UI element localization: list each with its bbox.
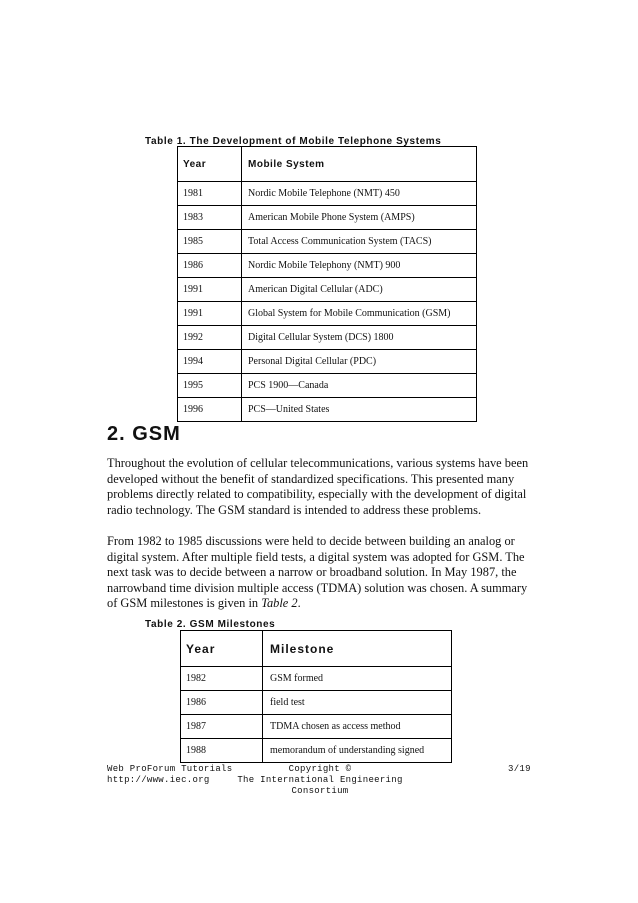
table-row (178, 254, 477, 278)
year-cell: 1982 (181, 667, 263, 691)
milestone-cell: GSM formed (263, 667, 452, 691)
table-row (178, 350, 477, 374)
system-cell: Global System for Mobile Communication (GSM) (242, 302, 477, 326)
column-header-year: Year (181, 631, 263, 667)
footer-publisher: Web ProForum Tutorials (107, 764, 233, 774)
milestone-cell: memorandum of understanding signed (263, 739, 452, 763)
footer-center (230, 764, 410, 797)
year-cell: 1991 (178, 278, 242, 302)
table-row (178, 206, 477, 230)
system-cell: PCS 1900—Canada (242, 374, 477, 398)
paragraph (107, 534, 537, 612)
table-row (178, 230, 477, 254)
year-cell: 1995 (178, 374, 242, 398)
section-heading: 2. GSM (107, 423, 181, 445)
footer-organization: The International Engineering Consortium (237, 775, 403, 796)
mobile-systems-table (177, 146, 477, 422)
table-row (178, 278, 477, 302)
table-reference: Table 2 (261, 596, 298, 610)
system-cell: American Digital Cellular (ADC) (242, 278, 477, 302)
page-number: 3/19 (508, 764, 531, 774)
system-cell: Personal Digital Cellular (PDC) (242, 350, 477, 374)
table-row (181, 715, 452, 739)
table2-caption: Table 2. GSM Milestones (145, 619, 276, 630)
table-row (178, 374, 477, 398)
year-cell: 1994 (178, 350, 242, 374)
column-header-mobile-system: Mobile System (242, 147, 477, 182)
system-cell: Digital Cellular System (DCS) 1800 (242, 326, 477, 350)
milestone-cell: field test (263, 691, 452, 715)
paragraph-text: . (297, 596, 301, 610)
table1-caption: Table 1. The Development of Mobile Telephone Systems (145, 136, 442, 147)
table-header-row (178, 147, 477, 182)
year-cell: 1988 (181, 739, 263, 763)
system-cell: Total Access Communication System (TACS) (242, 230, 477, 254)
table-row (181, 691, 452, 715)
table-row (178, 302, 477, 326)
gsm-milestones-table (180, 630, 452, 763)
year-cell: 1996 (178, 398, 242, 422)
system-cell: Nordic Mobile Telephone (NMT) 450 (242, 182, 477, 206)
year-cell: 1986 (181, 691, 263, 715)
year-cell: 1983 (178, 206, 242, 230)
table-row (178, 182, 477, 206)
table-row (178, 326, 477, 350)
paragraph: Throughout the evolution of cellular telecommunications, various systems have been developed without the benefit of standardized specifications. This presented many problems directly related to compatibility, especially with the development of digital radio technology. The GSM standard is intended to address these problems. (107, 456, 529, 517)
year-cell: 1986 (178, 254, 242, 278)
year-cell: 1981 (178, 182, 242, 206)
table-row (178, 398, 477, 422)
table-row (181, 667, 452, 691)
table-row (181, 739, 452, 763)
footer-copyright: Copyright © (288, 764, 352, 774)
column-header-milestone: Milestone (263, 631, 452, 667)
column-header-year: Year (178, 147, 242, 182)
year-cell: 1992 (178, 326, 242, 350)
milestone-cell: TDMA chosen as access method (263, 715, 452, 739)
year-cell: 1985 (178, 230, 242, 254)
footer-url[interactable]: http://www.iec.org (107, 775, 210, 785)
system-cell: PCS—United States (242, 398, 477, 422)
system-cell: American Mobile Phone System (AMPS) (242, 206, 477, 230)
paragraph-text: From 1982 to 1985 discussions were held to decide between building an analog or digital system. After multiple field tests, a digital system was adopted for GSM. The next task was to decide between a narrow or broadband solution. In May 1987, the narrowband time division multiple access (TDMA) solution was chosen. A summary of GSM milestones is given in (107, 534, 528, 610)
table-header-row (181, 631, 452, 667)
footer-left (107, 764, 232, 786)
system-cell: Nordic Mobile Telephony (NMT) 900 (242, 254, 477, 278)
year-cell: 1991 (178, 302, 242, 326)
year-cell: 1987 (181, 715, 263, 739)
